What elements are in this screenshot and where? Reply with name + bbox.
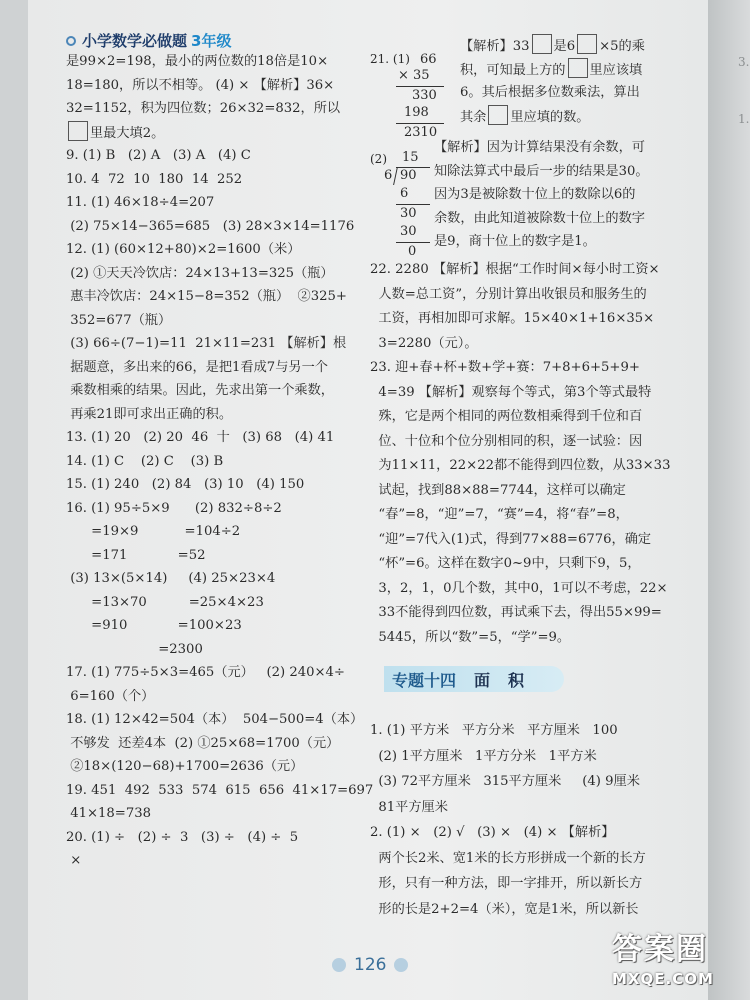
page-number xyxy=(332,955,408,975)
answer-text: 里最大填2。 xyxy=(90,125,165,141)
answer-line: 3=2280（元）。 xyxy=(370,335,478,351)
calc-row: 2310 xyxy=(404,125,438,140)
answer-line: 19. 451 492 533 574 615 656 41×17=697 xyxy=(66,782,374,798)
edge-text: 3. xyxy=(738,55,750,69)
division-bracket xyxy=(393,167,398,185)
answer-text: 积，可知最上方的 xyxy=(460,62,566,78)
calc-row: 66 xyxy=(420,52,437,67)
calc-row: 30 xyxy=(400,224,417,239)
answer-line: 18=180，所以不相等。 (4) × 【解析】36× xyxy=(66,77,335,93)
calc-rule xyxy=(396,123,444,124)
answer-line: 5445，所以“数”=5，“学”=9。 xyxy=(370,629,571,645)
answer-line: 6。其后根据多位数乘法，算出 xyxy=(460,85,640,100)
answer-line: 不够发 还差4本 (2) ①25×68=1700（元） xyxy=(66,735,340,751)
answer-line: “春”=8，“迎”=7，“赛”=4，将“春”=8， xyxy=(370,507,629,522)
answer-line: 是99×2=198，最小的两位数的18倍是10× xyxy=(66,54,329,69)
answer-line: 人数=总工资”，分别计算出收银员和服务生的 xyxy=(370,286,647,302)
topic-label: 专题十四 xyxy=(392,670,457,690)
answer-line: (2) ①天天冷饮店：24×13+13=325（瓶） xyxy=(66,265,334,281)
answer-line: 352=677（瓶） xyxy=(66,312,172,328)
right-column-answers xyxy=(370,258,700,650)
calc-rule xyxy=(396,86,444,87)
answer-text: 里应该填 xyxy=(589,62,643,78)
quotient: 15 xyxy=(402,150,419,165)
edge-text: 1. xyxy=(738,112,750,126)
answer-line: (3) 66÷(7−1)=11 21×11=231 【解析】根 xyxy=(66,336,347,351)
answer-line: 17. (1) 775÷5×3=465（元） (2) 240×4÷ xyxy=(66,665,345,680)
answer-line: 两个长2米、宽1米的长方形拼成一个新的长方 xyxy=(370,850,646,866)
answer-line: ②18×(120−68)+1700=2636（元） xyxy=(66,759,304,774)
q21b-explanation xyxy=(434,136,704,254)
answer-line: 为11×11，22×22都不能得到四位数，从33×33 xyxy=(370,458,671,473)
answer-line: 41×18=738 xyxy=(66,806,152,821)
answer-line: 据题意，多出来的66，是把1看成7与另一个 xyxy=(66,359,328,375)
answer-text: 其余 xyxy=(460,109,487,125)
answer-line: 惠丰冷饮店：24×15−8=352（瓶） ②325+ xyxy=(66,289,347,304)
answer-line: 形，只有一种方法，即一字排开，所以新长方 xyxy=(370,876,643,891)
answer-line: 4=39 【解析】观察每个等式，第3个等式最特 xyxy=(370,384,652,400)
next-page-edge xyxy=(708,0,750,1000)
answer-line xyxy=(460,105,705,129)
answer-line: 20. (1) ÷ (2) ÷ 3 (3) ÷ (4) ÷ 5 xyxy=(66,829,299,845)
answer-line: (3) 13×(5×14) (4) 25×23×4 xyxy=(66,571,276,586)
answer-line: × xyxy=(66,853,82,868)
answer-line: 1. (1) 平方米 平方分米 平方厘米 100 xyxy=(370,723,618,738)
answer-line: 32=1152，积为四位数；26×32=832，所以 xyxy=(66,101,341,116)
blank-box xyxy=(532,34,552,54)
grade-label: 3年级 xyxy=(191,32,232,50)
answer-line: “杯”=6。这样在数字0~9中，只剩下9，5， xyxy=(370,556,641,571)
page-dot-icon xyxy=(394,958,408,972)
answer-line: 15. (1) 240 (2) 84 (3) 10 (4) 150 xyxy=(66,477,305,492)
answer-line: 22. 2280 【解析】根据“工作时间×每小时工资× xyxy=(370,262,660,277)
divisor: 6 xyxy=(384,168,393,183)
answer-line: 殊，它是两个相同的两位数相乘得到千位和百 xyxy=(370,409,643,424)
answer-line: 2. (1) × (2) √ (3) × (4) × 【解析】 xyxy=(370,825,615,840)
answer-line: 11. (1) 46×18÷4=207 xyxy=(66,195,215,210)
answer-line: 10. 4 72 10 180 14 252 xyxy=(66,171,243,187)
topic-name: 面积 xyxy=(474,670,543,690)
page-dot-icon xyxy=(332,958,346,972)
answer-line: =13×70 =25×4×23 xyxy=(66,594,264,610)
watermark xyxy=(612,924,714,988)
calc-rule xyxy=(396,204,430,205)
answer-line xyxy=(66,121,366,145)
answer-line: 9. (1) B (2) A (3) A (4) C xyxy=(66,148,251,163)
blank-box xyxy=(488,105,508,125)
calc-row: 30 xyxy=(400,206,417,221)
answer-line: 13. (1) 20 (2) 20 46 十 (3) 68 (4) 41 xyxy=(66,430,335,445)
answer-line: 14. (1) C (2) C (3) B xyxy=(66,453,224,469)
answer-text: 是6 xyxy=(553,39,576,54)
answer-line: 12. (1) (60×12+80)×2=1600（米） xyxy=(66,242,301,257)
answer-line: 余数，由此知道被除数十位上的数字 xyxy=(434,210,645,226)
answer-text: 里应填的数。 xyxy=(510,109,590,125)
answer-line: 6=160（个） xyxy=(66,688,155,704)
dividend: 90 xyxy=(400,168,417,183)
answer-text: 【解析】33 xyxy=(460,39,530,54)
calc-row: 0 xyxy=(408,244,417,259)
answer-line: 81平方厘米 xyxy=(370,799,448,815)
watermark-logo: 答案圈 xyxy=(612,932,708,967)
topic-answers xyxy=(370,718,700,922)
answer-line: 工资，再相加即可求解。15×40×1+16×35× xyxy=(370,311,655,326)
answer-line: 3，2，1，0几个数，其中0，1可以不考虑，22× xyxy=(370,580,668,596)
answer-line: 16. (1) 95÷5×9 (2) 832÷8÷2 xyxy=(66,500,282,516)
book-header xyxy=(66,30,231,51)
blank-box xyxy=(577,34,597,54)
answer-line: 位、十位和个位分别相同的积，逐一试验：因 xyxy=(370,433,643,449)
q21-multiplication xyxy=(370,48,460,138)
blank-box xyxy=(68,121,88,141)
q21-explanation xyxy=(460,34,705,128)
header-bullet-icon xyxy=(66,36,76,46)
answer-line: 因为3是被除数十位上的数除以6的 xyxy=(434,187,636,202)
answer-line: 再乘21即可求出正确的积。 xyxy=(66,406,233,422)
left-column xyxy=(66,50,374,873)
answer-line: 试起，找到88×88=7744，这样可以确定 xyxy=(370,482,626,498)
answer-line: (3) 72平方厘米 315平方厘米 (4) 9厘米 xyxy=(370,774,640,789)
answer-line: 乘数相乘的结果。因此，先求出第一个乘数， xyxy=(66,383,334,398)
answer-line: (2) 1平方厘米 1平方分米 1平方米 xyxy=(370,748,597,764)
answer-line: =19×9 =104÷2 xyxy=(66,524,241,539)
calc-row: × 35 xyxy=(398,68,430,83)
answer-line: 知除法算式中最后一步的结果是30。 xyxy=(434,163,649,179)
answer-line: =910 =100×23 xyxy=(66,618,242,633)
calc-row: 198 xyxy=(404,105,429,120)
answer-line: =2300 xyxy=(66,641,203,657)
answer-line: 23. 迎+春+杯+数+学+赛：7+8+6+5+9+ xyxy=(370,360,640,375)
topic-banner xyxy=(384,666,564,692)
answer-line: 【解析】因为计算结果没有余数，可 xyxy=(434,140,645,155)
answer-text: ×5的乘 xyxy=(599,39,645,54)
answer-line: “迎”=7代入(1)式，得到77×88=6776，确定 xyxy=(370,531,652,547)
answer-line xyxy=(460,34,705,58)
calc-rule xyxy=(396,242,430,243)
answer-line: 是9，商十位上的数字是1。 xyxy=(434,234,596,249)
watermark-url: MXQE.COM xyxy=(612,970,714,988)
answer-line: (2) 75×14−365=685 (3) 28×3×14=1176 xyxy=(66,218,355,234)
answer-line: 18. (1) 12×42=504（本） 504−500=4（本） xyxy=(66,712,364,727)
answer-line: =171 =52 xyxy=(66,547,206,563)
answer-line xyxy=(460,58,705,82)
book-title: 小学数学必做题 xyxy=(82,32,188,50)
calc-row: 6 xyxy=(400,186,409,201)
blank-box xyxy=(568,58,588,78)
page-number-text: 126 xyxy=(354,955,387,975)
question-label: (2) xyxy=(370,152,387,166)
question-label: 21. (1) xyxy=(370,52,410,66)
answer-line: 形的长是2+2=4（米），宽是1米，所以新长 xyxy=(370,901,639,917)
answer-line: 33不能得到四位数，再试乘下去，得出55×99= xyxy=(370,605,662,620)
calc-row: 330 xyxy=(412,88,437,103)
